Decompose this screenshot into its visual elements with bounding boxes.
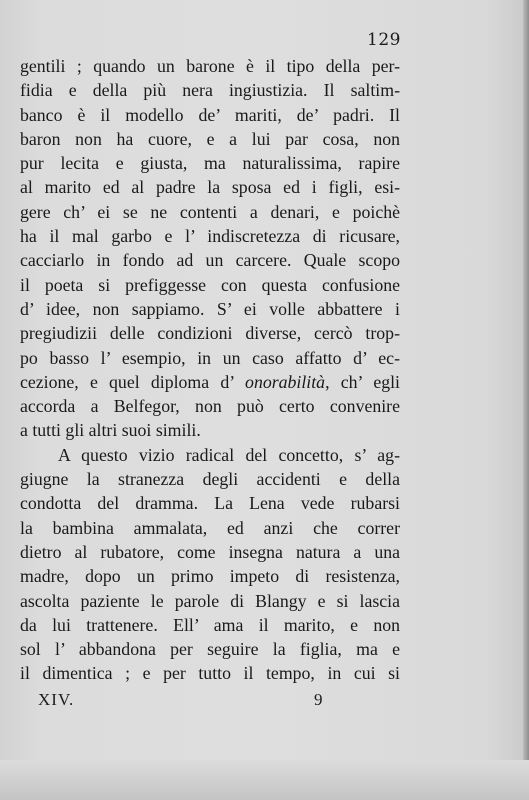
text-line: d’ idee, non sappiamo. S’ ei volle abbattere i bbox=[20, 298, 400, 319]
text-line: fidia e della più nera ingiustizia. Il saltim- bbox=[20, 80, 400, 101]
signature-number: 9 bbox=[314, 690, 323, 709]
text-line: A questo vizio radical del concetto, s’ ag- bbox=[58, 444, 400, 465]
text-line: giugne la stranezza degli accidenti e della bbox=[20, 469, 400, 490]
text-line: al marito ed al padre la sposa ed i figli, esi- bbox=[20, 177, 400, 198]
text-line: dietro al rubatore, come insegna natura a una bbox=[20, 541, 400, 562]
text-line: accorda a Belfegor, non può certo convenire bbox=[20, 396, 400, 417]
body-text bbox=[20, 54, 400, 686]
text-line: pregiudizii delle condizioni diverse, cercò trop- bbox=[20, 323, 400, 344]
text-line: la bambina ammalata, ed anzi che correr bbox=[20, 517, 400, 538]
text-line: condotta del dramma. La Lena vede rubarsi bbox=[20, 493, 400, 514]
text-line: madre, dopo un primo impeto di resistenza, bbox=[20, 566, 400, 587]
text-line: il dimentica ; e per tutto il tempo, in cui si bbox=[20, 663, 400, 684]
text-line: il poeta si prefiggesse con questa confusione bbox=[20, 274, 400, 295]
page-number: 129 bbox=[367, 30, 401, 50]
signature-mark: XIV. bbox=[38, 690, 75, 709]
text-line: cezione, e quel diploma d’ onorabilità, ch’ egli bbox=[20, 371, 400, 392]
page-edge-shadow bbox=[523, 0, 529, 800]
text-line: cacciarlo in fondo ad un carcere. Quale scopo bbox=[20, 250, 400, 271]
text-line: banco è il modello de’ mariti, de’ padri. Il bbox=[20, 104, 400, 125]
text-line: da lui trattenere. Ell’ ama il marito, e non bbox=[20, 614, 400, 635]
text-line: sol l’ abbandona per seguire la figlia, ma e bbox=[20, 639, 400, 660]
text-line: a tutti gli altri suoi simili. bbox=[20, 420, 201, 441]
text-line: po basso l’ esempio, in un caso affatto d’ ec- bbox=[20, 347, 400, 368]
text-line: ascolta paziente le parole di Blangy e si lascia bbox=[20, 590, 400, 611]
text-line: pur lecita e giusta, ma naturalissima, rapire bbox=[20, 153, 400, 174]
italic-word: onorabilità bbox=[245, 371, 326, 392]
text-line: gentili ; quando un barone è il tipo della per- bbox=[20, 56, 400, 76]
page-bottom-margin bbox=[0, 760, 529, 800]
text-line: gere ch’ ei se ne contenti a denari, e poichè bbox=[20, 201, 400, 222]
text-line: ha il mal garbo e l’ indiscretezza di ricusare, bbox=[20, 226, 400, 247]
text-line: baron non ha cuore, e a lui par cosa, non bbox=[20, 128, 400, 149]
